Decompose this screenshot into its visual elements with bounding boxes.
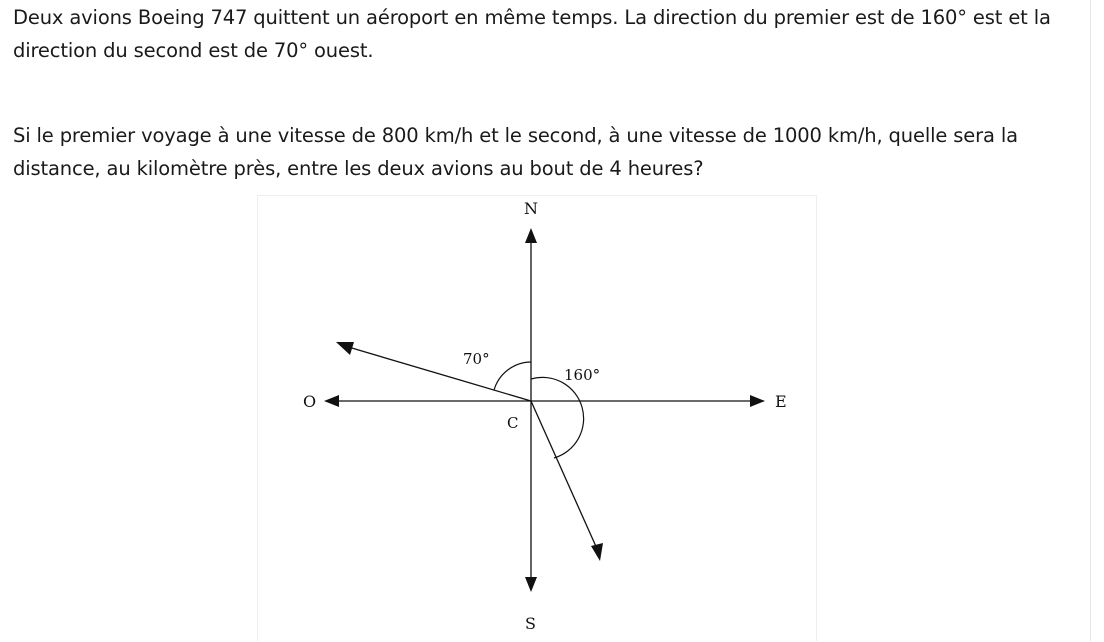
west-label: O — [303, 392, 317, 411]
center-label: C — [507, 414, 519, 432]
compass-diagram — [257, 195, 817, 641]
angle-arc-70 — [494, 362, 531, 390]
east-arrowhead — [750, 395, 765, 407]
right-edge-divider — [1090, 0, 1104, 641]
compass-diagram-svg — [258, 196, 818, 642]
south-arrowhead — [525, 577, 537, 592]
second-plane-arrowhead — [336, 342, 354, 355]
south-label: S — [525, 614, 536, 633]
problem-statement-paragraph-1: Deux avions Boeing 747 quittent un aéroport en même temps. La direction du premier est de 160° est et la direction du second est de 70° ouest. — [13, 6, 1051, 62]
east-label: E — [775, 392, 787, 411]
angle-label-70: 70° — [463, 350, 490, 368]
north-label: N — [524, 199, 538, 218]
first-plane-trajectory — [531, 401, 598, 551]
north-arrowhead — [525, 228, 537, 243]
problem-statement-paragraph-2: Si le premier voyage à une vitesse de 800 km/h et le second, à une vitesse de 1000 km/h, quelle sera la distance, au kilomètre près, entre les deux avions au bout de 4 heures? — [13, 124, 1018, 180]
west-arrowhead — [324, 395, 339, 407]
first-plane-arrowhead — [591, 543, 603, 561]
angle-label-160: 160° — [564, 366, 601, 384]
